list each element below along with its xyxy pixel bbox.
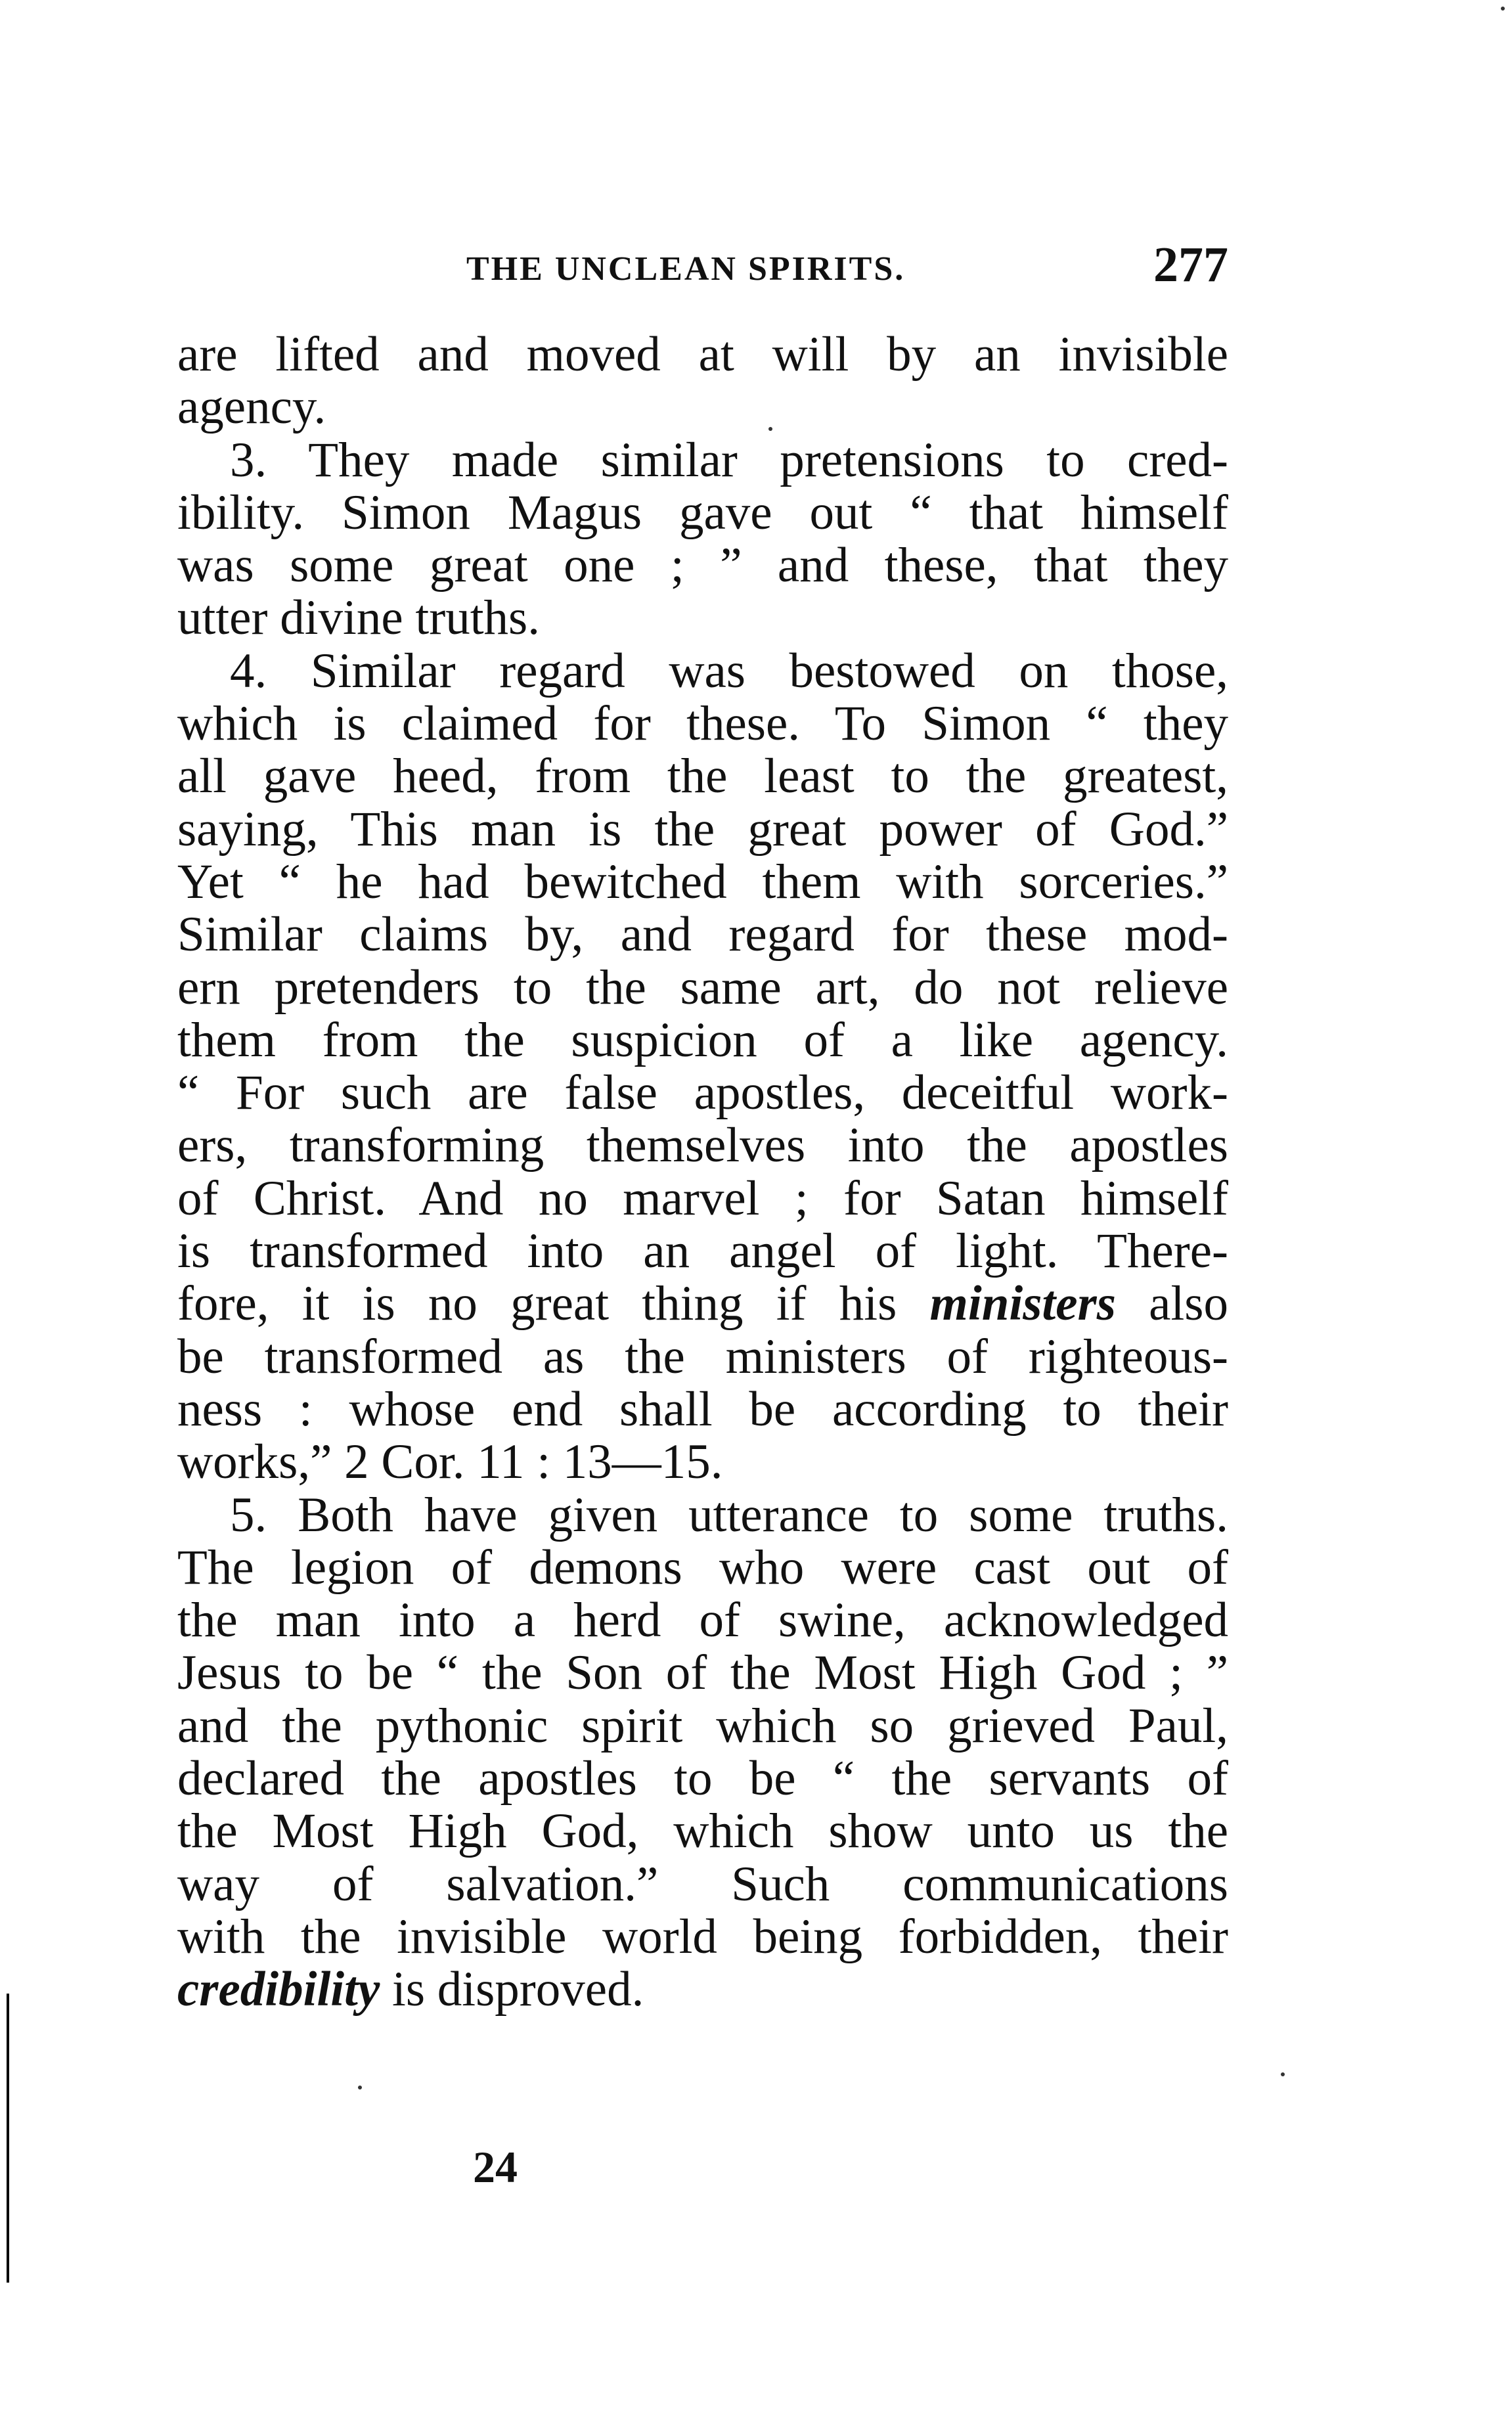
text-line: works,” 2 Cor. 11 : 13—15.: [177, 1435, 723, 1490]
text-line: are lifted and moved at will by an invisible: [177, 327, 1228, 382]
text-line: 4. Similar regard was bestowed on those,: [230, 643, 1228, 698]
text-line: credibility is disproved.: [177, 1962, 644, 2017]
text-line: ibility. Simon Magus gave out “ that himself: [177, 485, 1228, 540]
text-line: is transformed into an angel of light. There-: [177, 1224, 1228, 1279]
text-line: agency.: [177, 380, 326, 435]
text-line: be transformed as the ministers of righteous-: [177, 1329, 1228, 1384]
text-line: “ For such are false apostles, deceitful work-: [177, 1065, 1228, 1121]
page-header: [177, 236, 1228, 309]
scan-edge-line: [7, 1994, 9, 2283]
scan-speck: [358, 2086, 362, 2089]
text-line: saying, This man is the great power of God.”: [177, 801, 1228, 857]
scan-speck: [1281, 2072, 1285, 2076]
text-line: the man into a herd of swine, acknowledged: [177, 1593, 1228, 1648]
page-number: 277: [1153, 237, 1228, 292]
text-line: Jesus to be “ the Son of the Most High God ; ”: [177, 1645, 1228, 1701]
emphasized-word: credibility: [177, 1962, 380, 2017]
text-line: ness : whose end shall be according to their: [177, 1381, 1228, 1437]
text-line: 3. They made similar pretensions to cred-: [230, 432, 1228, 487]
text-line: utter divine truths.: [177, 591, 540, 646]
text-line: with the invisible world being forbidden, their: [177, 1909, 1228, 1964]
text-line: The legion of demons who were cast out of: [177, 1540, 1228, 1595]
text-line: all gave heed, from the least to the greatest,: [177, 749, 1228, 804]
text-line: declared the apostles to be “ the servants of: [177, 1751, 1228, 1806]
text-line: ern pretenders to the same art, do not relieve: [177, 960, 1228, 1015]
text-line: and the pythonic spirit which so grieved Paul,: [177, 1698, 1228, 1753]
text-line: 5. Both have given utterance to some truths.: [230, 1487, 1228, 1542]
text-line: them from the suspicion of a like agency.: [177, 1012, 1228, 1067]
body-text: [177, 328, 1228, 2017]
scan-speck: [1501, 7, 1505, 11]
running-head: THE UNCLEAN SPIRITS.: [466, 250, 906, 288]
text-line: Yet “ he had bewitched them with sorceries.”: [177, 854, 1228, 909]
emphasized-word: ministers: [929, 1276, 1116, 1331]
text-line: Similar claims by, and regard for these mod-: [177, 907, 1228, 962]
text-line: of Christ. And no marvel ; for Satan himself: [177, 1171, 1228, 1226]
text-line: fore, it is no great thing if his ministers also: [177, 1276, 1228, 1331]
text-line: ers, transforming themselves into the apostles: [177, 1118, 1228, 1173]
text-line: was some great one ; ” and these, that they: [177, 538, 1228, 593]
text-line: which is claimed for these. To Simon “ they: [177, 696, 1228, 751]
signature-mark: 24: [473, 2142, 518, 2192]
text-line: way of salvation.” Such communications: [177, 1856, 1228, 1911]
scan-speck: [768, 427, 772, 431]
text-line: the Most High God, which show unto us the: [177, 1804, 1228, 1859]
